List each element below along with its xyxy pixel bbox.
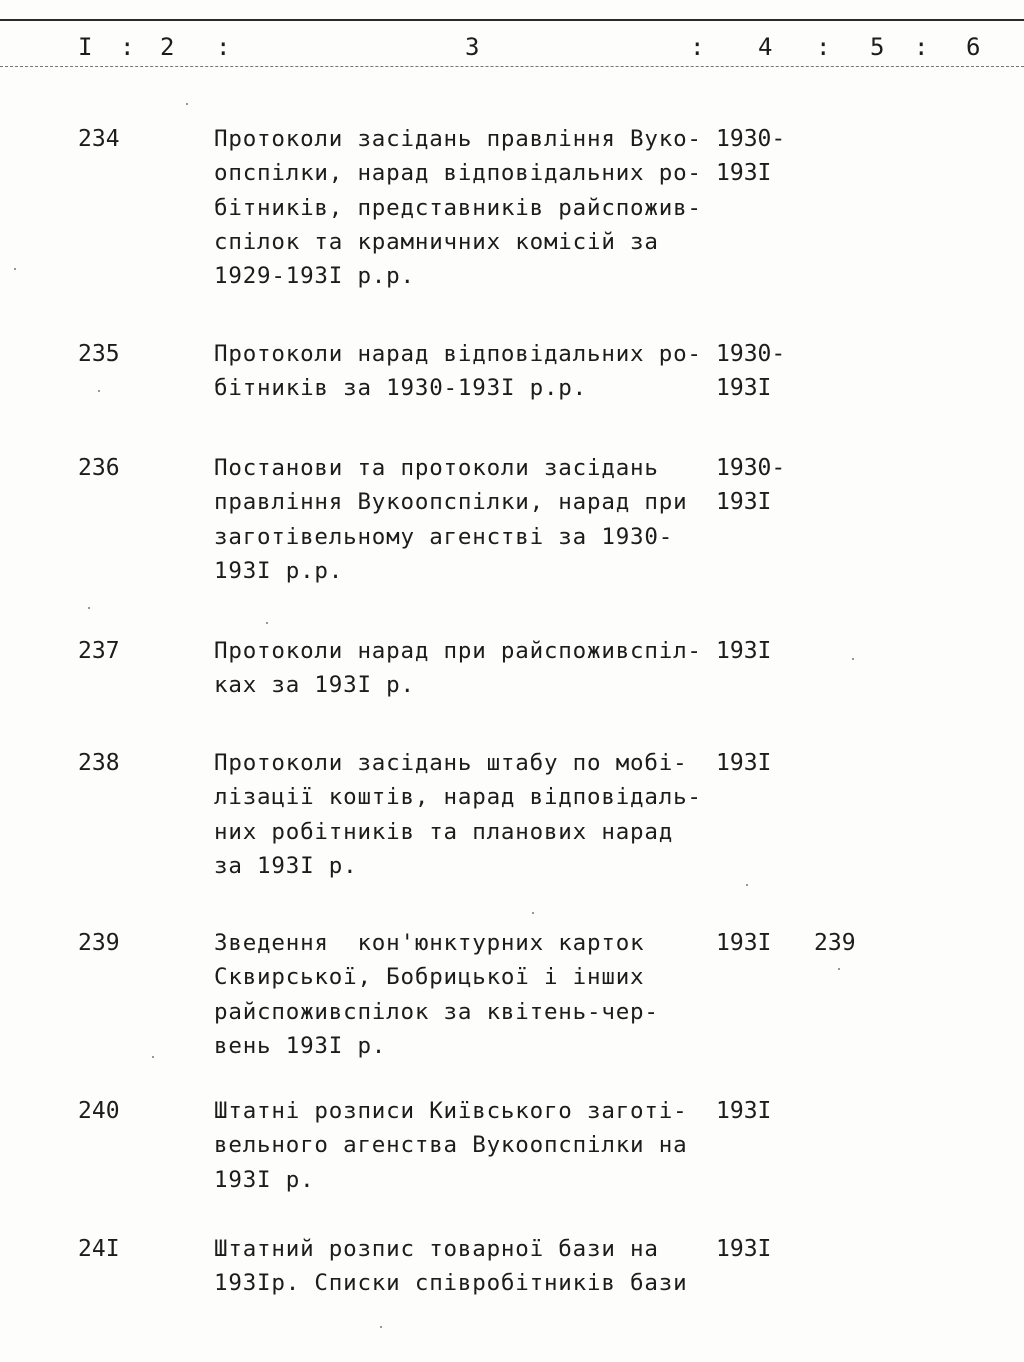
description-line: 193I р.р. bbox=[214, 557, 344, 584]
year-end: 193I bbox=[716, 375, 772, 402]
description-line: вельного агенства Вукоопспілки на bbox=[214, 1132, 688, 1159]
scan-speck bbox=[746, 884, 748, 886]
header-col-1: I bbox=[78, 33, 94, 61]
year-start: 1930- bbox=[716, 455, 786, 481]
scan-speck bbox=[98, 390, 100, 392]
entry-number: 236 bbox=[78, 455, 120, 481]
description-line: вень 193I р. bbox=[214, 1032, 387, 1059]
entry-description bbox=[214, 122, 704, 293]
description-line: Штатний розпис товарної бази на bbox=[214, 1236, 659, 1262]
entry-years bbox=[716, 337, 785, 406]
description-line: бітників, представників райспожив- bbox=[214, 194, 702, 221]
header-separator: : bbox=[216, 33, 232, 61]
entry-number: 24I bbox=[78, 1236, 120, 1262]
scan-speck bbox=[852, 658, 854, 660]
description-line: Зведення кон'юнктурних карток bbox=[214, 930, 645, 956]
entry-number: 237 bbox=[78, 638, 120, 664]
description-line: Протоколи нарад відповідальних ро- bbox=[214, 341, 702, 367]
scan-speck bbox=[532, 912, 534, 914]
description-line: 1929-193I р.р. bbox=[214, 263, 415, 290]
entry-description bbox=[214, 746, 704, 883]
description-line: 193I р. bbox=[214, 1166, 315, 1193]
header-separator: : bbox=[690, 33, 706, 61]
description-line: заготівельному агенстві за 1930- bbox=[214, 523, 674, 550]
description-line: ках за 193I р. bbox=[214, 672, 415, 699]
description-line: за 193I р. bbox=[214, 852, 358, 879]
entry-number: 238 bbox=[78, 750, 120, 776]
description-line: них робітників та планових нарад bbox=[214, 818, 674, 845]
entry-years bbox=[716, 746, 771, 780]
description-line: Постанови та протоколи засідань bbox=[214, 455, 659, 481]
entry-number: 235 bbox=[78, 341, 120, 367]
description-line: Сквирської, Бобрицької і інших bbox=[214, 964, 645, 991]
year-start: 193I bbox=[716, 638, 772, 664]
entry-description bbox=[214, 337, 704, 406]
entry-description bbox=[214, 1232, 704, 1301]
scan-speck bbox=[266, 622, 268, 624]
description-line: правління Вукоопспілки, нарад при bbox=[214, 489, 688, 516]
year-start: 193I bbox=[716, 930, 772, 956]
scan-speck bbox=[186, 103, 188, 105]
entry-years bbox=[716, 926, 771, 960]
description-line: Протоколи засідань правління Вуко- bbox=[214, 126, 702, 152]
entry-description bbox=[214, 451, 704, 588]
entry-number: 239 bbox=[78, 930, 120, 956]
entry-years bbox=[716, 634, 771, 668]
year-start: 1930- bbox=[716, 126, 786, 152]
entry-years bbox=[716, 1094, 771, 1128]
scan-speck bbox=[838, 968, 840, 970]
entry-col5-value: 239 bbox=[814, 930, 856, 956]
header-separator: : bbox=[120, 33, 136, 61]
header-rule bbox=[0, 66, 1024, 67]
header-separator: : bbox=[914, 33, 930, 61]
entry-description bbox=[214, 634, 704, 703]
header-col-5: 5 bbox=[870, 33, 886, 61]
description-line: Протоколи нарад при райспоживспіл- bbox=[214, 638, 702, 664]
year-start: 193I bbox=[716, 1236, 772, 1262]
description-line: лізації коштів, нарад відповідаль- bbox=[214, 784, 702, 811]
entry-number: 234 bbox=[78, 126, 120, 152]
entry-number: 240 bbox=[78, 1098, 120, 1124]
year-start: 1930- bbox=[716, 341, 786, 367]
header-col-6: 6 bbox=[966, 33, 982, 61]
description-line: райспоживспілок за квітень-чер- bbox=[214, 998, 659, 1025]
year-start: 193I bbox=[716, 750, 772, 776]
entry-years bbox=[716, 451, 785, 520]
description-line: 193Iр. Списки співробітників бази bbox=[214, 1270, 688, 1297]
scan-speck bbox=[152, 1056, 154, 1058]
entry-years bbox=[716, 1232, 771, 1266]
header-separator: : bbox=[816, 33, 832, 61]
description-line: бітників за 1930-193I р.р. bbox=[214, 375, 587, 402]
year-end: 193I bbox=[716, 160, 772, 187]
description-line: опспілки, нарад відповідальних ро- bbox=[214, 160, 702, 187]
year-start: 193I bbox=[716, 1098, 772, 1124]
description-line: спілок та крамничних комісій за bbox=[214, 228, 659, 255]
description-line: Штатні розписи Київського заготі- bbox=[214, 1098, 688, 1124]
scan-speck bbox=[380, 1326, 382, 1328]
entry-description bbox=[214, 926, 704, 1063]
entry-years bbox=[716, 122, 785, 191]
header-col-4: 4 bbox=[758, 33, 774, 61]
header-col-2: 2 bbox=[160, 33, 176, 61]
header-col-3: 3 bbox=[465, 33, 481, 61]
scan-speck bbox=[88, 607, 90, 609]
description-line: Протоколи засідань штабу по мобі- bbox=[214, 750, 688, 776]
entry-description bbox=[214, 1094, 704, 1197]
scan-speck bbox=[14, 268, 16, 270]
top-rule bbox=[0, 19, 1024, 21]
year-end: 193I bbox=[716, 489, 772, 516]
